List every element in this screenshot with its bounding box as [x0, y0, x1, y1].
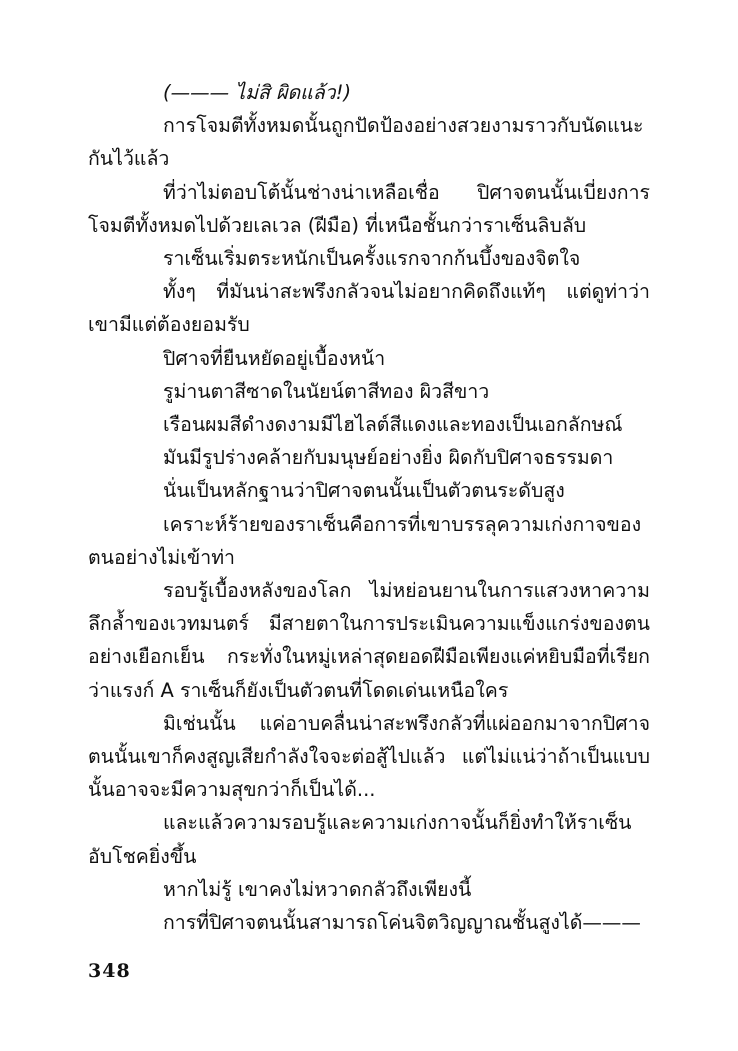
paragraph: รูม่านตาสีซาดในนัยน์ตาสีทอง ผิวสีขาว — [163, 379, 490, 403]
paragraph: นั่นเป็นหลักฐานว่าปิศาจตนนั้นเป็นตัวตนระดับสูง — [163, 479, 565, 503]
paragraph: รอบรู้เบื้องหลังของโลก ไม่หย่อนยานในการแสวงหาความลึกล้ำของเวทมนตร์ มีสายตาในการประเมินความแข็งแกร่งของตนอย่างเยือกเย็น กระทั่งในหมู่เหล่าสุดยอดฝีมือเพียงแค่หยิบมือที่เรียกว่าแรงก์ A ราเซ็นก็ยังเป็นตัวตนที่โดดเด่นเหนือใคร — [88, 579, 650, 702]
paragraph: มันมีรูปร่างคล้ายกับมนุษย์อย่างยิ่ง ผิดกับปิศาจธรรมดา — [163, 446, 614, 470]
paragraph: (——— ไม่สิ ผิดแล้ว!) — [163, 81, 352, 104]
paragraph: ทั้งๆ ที่มันน่าสะพรึงกลัวจนไม่อยากคิดถึงแท้ๆ แต่ดูท่าว่าเขามีแต่ต้องยอมรับ — [88, 280, 650, 337]
paragraph: และแล้วความรอบรู้และความเก่งกาจนั้นก็ยิ่งทำให้ราเซ็นอับโชคยิ่งขึ้น — [88, 811, 632, 868]
paragraph: เรือนผมสีดำงดงามมีไฮไลต์สีแดงและทองเป็นเอกลักษณ์ — [163, 413, 623, 437]
paragraph: เคราะห์ร้ายของราเซ็นคือการที่เขาบรรลุความเก่งกาจของตนอย่างไม่เข้าท่า — [88, 512, 642, 569]
paragraph: หากไม่รู้ เขาคงไม่หวาดกลัวถึงเพียงนี้ — [163, 877, 472, 901]
paragraph: ที่ว่าไม่ตอบโต้นั้นช่างน่าเหลือเชื่อ ปิศาจตนนั้นเบี่ยงการโจมตีทั้งหมดไปด้วยเลเวล (ฝีมือ) ที่เหนือชั้นกว่าราเซ็นลิบลับ — [88, 180, 650, 237]
paragraph: ราเซ็นเริ่มตระหนักเป็นครั้งแรกจากก้นบึ้งของจิตใจ — [163, 247, 581, 271]
page-number: 348 — [88, 960, 131, 982]
paragraph: มิเช่นนั้น แค่อาบคลื่นน่าสะพรึงกลัวที่แผ่ออกมาจากปิศาจตนนั้นเขาก็คงสูญเสียกำลังใจจะต่อสู้ไปแล้ว แต่ไม่แน่ว่าถ้าเป็นแบบนั้นอาจจะมีความสุขกว่าก็เป็นได้... — [88, 711, 650, 802]
paragraph: การที่ปิศาจตนนั้นสามารถโค่นจิตวิญญาณชั้นสูงได้——— — [163, 911, 641, 935]
paragraph: การโจมตีทั้งหมดนั้นถูกปัดป้องอย่างสวยงามราวกับนัดแนะกันไว้แล้ว — [88, 114, 644, 171]
body-text — [88, 76, 650, 939]
paragraph: ปิศาจที่ยืนหยัดอยู่เบื้องหน้า — [163, 346, 386, 370]
